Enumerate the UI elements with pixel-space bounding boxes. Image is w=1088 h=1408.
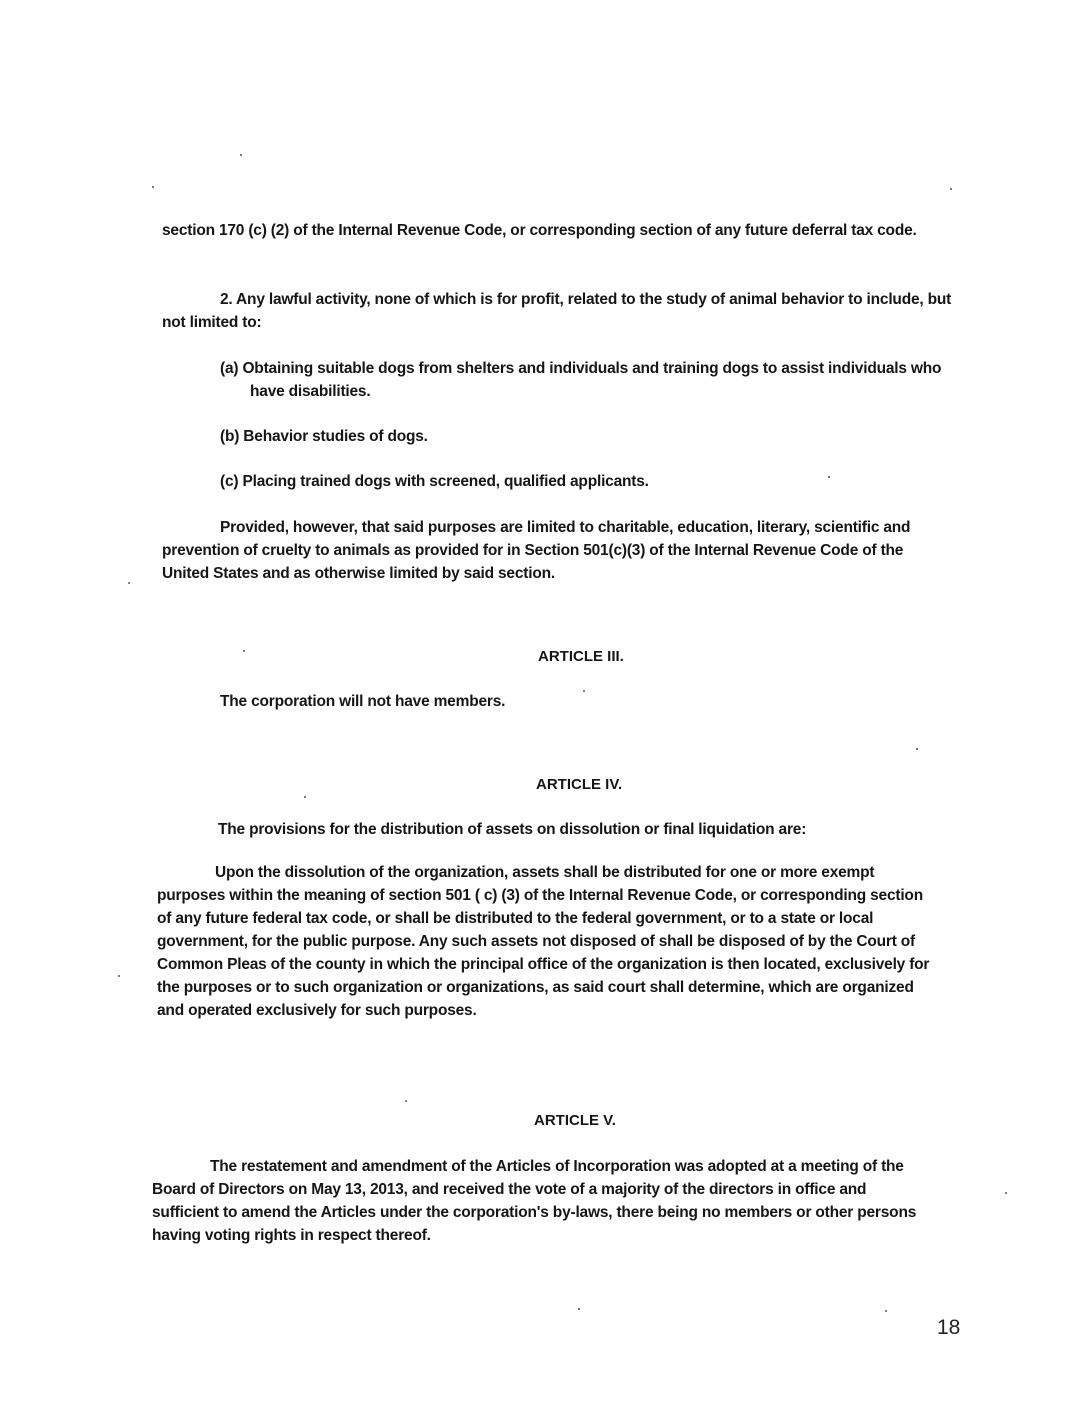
article2-continuation: section 170 (c) (2) of the Internal Revenue Code, or corresponding section of any future deferral tax code. <box>162 222 917 239</box>
purpose-item-a: (a) Obtaining suitable dogs from shelters and individuals and training dogs to assist individuals who have disabilities. <box>220 360 942 400</box>
scan-speck <box>828 476 830 478</box>
article5-heading: ARTICLE V. <box>534 1112 616 1129</box>
purpose-item-b: (b) Behavior studies of dogs. <box>220 428 428 445</box>
scan-speck <box>405 1100 407 1102</box>
scan-speck <box>885 1310 887 1312</box>
scan-speck <box>240 154 242 156</box>
scan-speck <box>950 188 952 190</box>
scan-speck <box>118 975 120 977</box>
scan-speck <box>578 1308 580 1310</box>
scan-speck <box>243 650 245 652</box>
page-number: 18 <box>937 1316 961 1339</box>
purpose-item-2: 2. Any lawful activity, none of which is for profit, related to the study of animal behavior to include, but not limited to: <box>162 291 952 331</box>
scan-speck <box>304 796 306 798</box>
provided-paragraph: Provided, however, that said purposes are limited to charitable, education, literary, scientific and prevention of cruelty to animals as provided for in Section 501(c)(3) of the Internal Revenue Code of the United States and as otherwise limited by said section. <box>162 519 911 582</box>
scan-speck <box>128 582 130 584</box>
article4-dissolution-paragraph: Upon the dissolution of the organization, assets shall be distributed for one or more exempt purposes within the meaning of section 501 ( c) (3) of the Internal Revenue Code, or corresponding section of any future federal tax code, or shall be distributed to the federal government, or to a state or local government, for the public purpose. Any such assets not disposed of shall be disposed of by the Court of Common Pleas of the county in which the principal office of the organization is then located, exclusively for the purposes or to such organization or organizations, as said court shall determine, which are organized and operated exclusively for such purposes. <box>157 864 930 1019</box>
article3-text: The corporation will not have members. <box>220 693 506 710</box>
scan-speck <box>916 748 918 750</box>
scan-speck <box>152 186 154 188</box>
scan-speck <box>1005 1192 1007 1194</box>
article4-heading: ARTICLE IV. <box>536 776 623 793</box>
scan-speck <box>583 690 585 692</box>
purpose-item-c: (c) Placing trained dogs with screened, qualified applicants. <box>220 473 649 490</box>
article3-heading: ARTICLE III. <box>538 648 624 665</box>
article5-paragraph: The restatement and amendment of the Articles of Incorporation was adopted at a meeting of the Board of Directors on May 13, 2013, and received the vote of a majority of the directors in office and sufficient to amend the Articles under the corporation's by-laws, there being no members or other persons having voting rights in respect thereof. <box>152 1158 917 1244</box>
article4-intro: The provisions for the distribution of assets on dissolution or final liquidation are: <box>218 821 807 838</box>
